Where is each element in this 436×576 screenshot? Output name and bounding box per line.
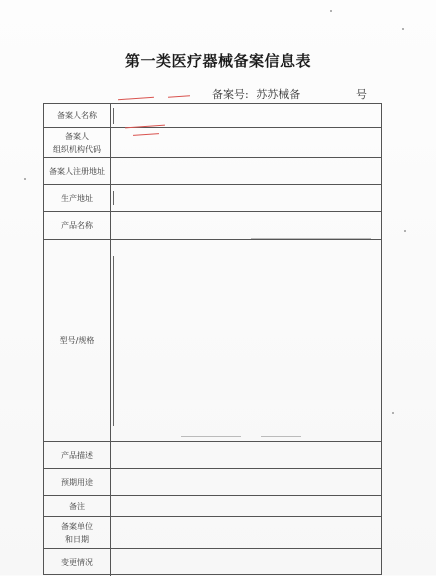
form-value-product-description	[111, 442, 381, 468]
form-value-intended-use	[111, 469, 381, 495]
form-label: 预期用途	[44, 469, 111, 495]
form-label: 备注	[44, 496, 111, 516]
form-row-model-spec	[44, 240, 381, 442]
form-label-org-code	[44, 128, 111, 157]
record-form-table	[43, 103, 382, 575]
document-title: 第一类医疗器械备案信息表	[124, 52, 311, 70]
scan-speck	[330, 10, 332, 12]
form-row-filer-name	[44, 104, 381, 128]
record-number-line	[212, 86, 367, 102]
field-rule	[113, 191, 114, 205]
form-row-remarks	[44, 496, 381, 517]
form-label-line: 备案单位	[61, 521, 93, 531]
form-row-product-name	[44, 212, 381, 240]
field-rule	[113, 108, 114, 124]
faint-text-trace	[251, 238, 371, 239]
form-row-changes	[44, 549, 381, 576]
form-label: 型号/规格	[44, 240, 111, 441]
form-row-product-description	[44, 442, 381, 469]
form-label: 生产地址	[44, 185, 111, 211]
form-value-org-code	[111, 128, 381, 157]
form-label: 变更情况	[44, 549, 111, 576]
form-value-filer-name	[111, 104, 381, 127]
scan-speck	[24, 178, 26, 180]
form-value-remarks	[111, 496, 381, 516]
scan-speck	[402, 28, 404, 30]
form-label: 备案人名称	[44, 104, 111, 127]
scan-speck	[392, 412, 394, 414]
faint-text-trace	[261, 436, 301, 437]
form-row-filing-unit-date	[44, 517, 381, 549]
faint-text-trace	[181, 436, 241, 437]
form-value-registered-address	[111, 158, 381, 184]
form-value-product-name	[111, 212, 381, 239]
form-row-org-code	[44, 128, 381, 158]
red-ink-mark	[168, 95, 190, 98]
form-label: 产品名称	[44, 212, 111, 239]
red-ink-mark	[133, 133, 159, 136]
form-label-line: 和日期	[65, 534, 89, 544]
scan-speck	[404, 230, 406, 232]
record-number-label: 备案号:	[212, 88, 249, 101]
form-row-registered-address	[44, 158, 381, 185]
red-ink-mark	[118, 97, 154, 101]
form-row-intended-use	[44, 469, 381, 496]
form-row-production-address	[44, 185, 381, 212]
form-label-line: 备案人	[65, 131, 89, 141]
form-value-model-spec	[111, 240, 381, 441]
field-rule	[113, 256, 114, 426]
form-value-filing-unit-date	[111, 517, 381, 548]
form-label-filing-unit	[44, 517, 111, 548]
form-label: 产品描述	[44, 442, 111, 468]
record-number-value: 苏苏械备	[256, 88, 301, 101]
form-value-production-address	[111, 185, 381, 211]
form-label: 备案人注册地址	[44, 158, 111, 184]
form-label-line: 组织机构代码	[53, 144, 101, 154]
form-value-changes	[111, 549, 381, 576]
record-number-suffix: 号	[356, 88, 367, 101]
